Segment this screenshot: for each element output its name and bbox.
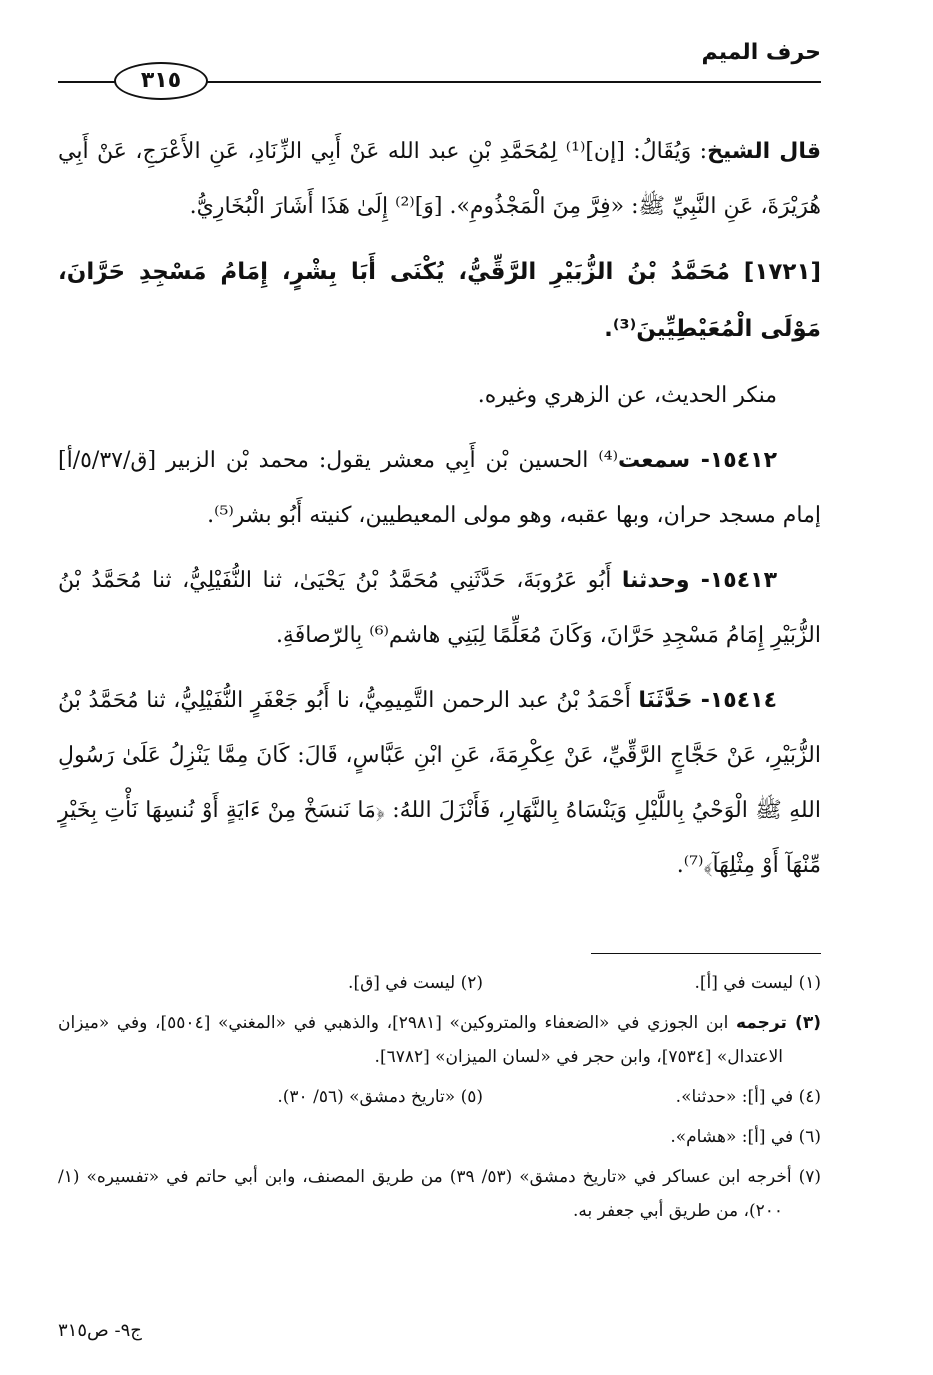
footnote-row [58, 1080, 821, 1114]
narration-lead: ١٥٤١٢- سمعت [618, 448, 777, 473]
narration-15413 [58, 553, 821, 663]
narration-text: أَحْمَدُ بْنُ عبد الرحمن التَّمِيمِيُّ، نا أَبُو جَعْفَرٍ النُّفَيْلِيُّ، ثنا مُحَمَّدُ بْنُ الزُّبَيْرِ، عَنْ حَجَّاجٍ الرَّقِّيِّ، عَنْ عِكْرِمَةَ، عَنِ ابْنِ عَبَّاسٍ، قَالَ: كَانَ مِمَّا يَنْزِلُ عَلَىٰ رَسُولِ اللهِ ﷺ الْوَحْيُ بِاللَّيْلِ وَيَنْسَاهُ بِالنَّهَارِ، فَأَنْزَلَ اللهُ: ﴿مَا نَنسَخْ مِنْ ءَايَةٍ أَوْ نُنسِهَا نَأْتِ بِخَيْرٍ مِّنْهَآ أَوْ مِثْلِهَآ﴾⁽⁷⁾. [58, 688, 821, 878]
footnote-3 [58, 1006, 821, 1074]
narration-text: ⁽⁴⁾ الحسين بْن أَبِي معشر يقول: محمد بْن الزبير [ق/٥/٣٧/أ] إمام مسجد حران، وبها عقبه، وهو مولى المعيطيين، كنيته أَبُو بشر⁽⁵⁾. [58, 448, 821, 528]
narration-15414 [58, 673, 821, 893]
footnote-lead: (٣) ترجمه [735, 1013, 822, 1033]
narration-lead: ١٥٤١٤- حَدَّثَنَا [638, 688, 777, 713]
footnote-row [58, 966, 821, 1000]
footnote-5: (٥) «تاريخ دمشق» (٥٦/ ٣٠). [277, 1087, 483, 1107]
biographical-entry-heading: [١٧٢١] مُحَمَّدُ بْنُ الزُّبَيْرِ الرَّقِّيُّ، يُكْنَى أَبَا بِشْرٍ، إِمَامُ مَسْجِدِ حَرَّانَ، مَوْلَى الْمُعَيْطِيِّينَ⁽³⁾. [58, 259, 821, 342]
footnote-6: (٦) في [أ]: «هشام». [670, 1127, 821, 1147]
narration-15412 [58, 433, 821, 543]
page-number: ٣١٥ [114, 62, 208, 100]
footnote-7: (٧) أخرجه ابن عساكر في «تاريخ دمشق» (٥٣/ ٣٩) من طريق المصنف، وابن أبي حاتم في «تفسيره» (١/ ٢٠٠)، من طريق أبي جعفر به. [58, 1167, 821, 1221]
footnote-rule [591, 953, 821, 954]
running-head: حرف الميم [701, 40, 821, 65]
footnotes [58, 966, 821, 1234]
paragraph-sheikh-note [58, 124, 821, 234]
volume-page-reference: ج٩- ص٣١٥ [58, 1320, 142, 1341]
footnote-2: (٢) ليست في [ق]. [348, 973, 483, 993]
paragraph-lead: قال الشيخ [707, 139, 821, 164]
main-text [58, 124, 821, 903]
narration-text: أَبُو عَرُوبَةَ، حَدَّثَنِي مُحَمَّدُ بْنُ يَحْيَىٰ، ثنا النُّفَيْلِيُّ، ثنا مُحَمَّدُ بْنُ الزُّبَيْرِ إِمَامُ مَسْجِدِ حَرَّانَ، وَكَانَ مُعَلِّمًا لِبَنِي هاشم⁽⁶⁾ بِالرّصافَةِ. [58, 568, 821, 648]
footnote-1: (١) ليست في [أ]. [694, 973, 821, 993]
footnote-text: ابن الجوزي في «الضعفاء والمتروكين» [٢٩٨١]، والذهبي في «المغني» [٥٥٠٤]، وفي «ميزان الاعتدال» [٧٥٣٤]، وابن حجر في «لسان الميزان» [٦٧٨٢]. [58, 1013, 783, 1067]
paragraph-text: : وَيُقَالُ: [إن]⁽¹⁾ لِمُحَمَّدِ بْنِ عبد الله عَنْ أَبِي الزِّنَادِ، عَنِ الأَعْرَجِ، عَنْ أَبِي هُرَيْرَةَ، عَنِ النَّبِيِّ ﷺ: «فِرَّ مِنَ الْمَجْذُومِ». [وَ]⁽²⁾ إِلَىٰ هَذَا أَشَارَ الْبُخَارِيُّ. [58, 139, 821, 219]
narration-lead: ١٥٤١٣- وحدثنا [621, 568, 777, 593]
paragraph-verdict: منكر الحديث، عن الزهري وغيره. [477, 383, 777, 408]
footnote-4: (٤) في [أ]: «حدثنا». [675, 1087, 821, 1107]
page-header [58, 36, 821, 96]
